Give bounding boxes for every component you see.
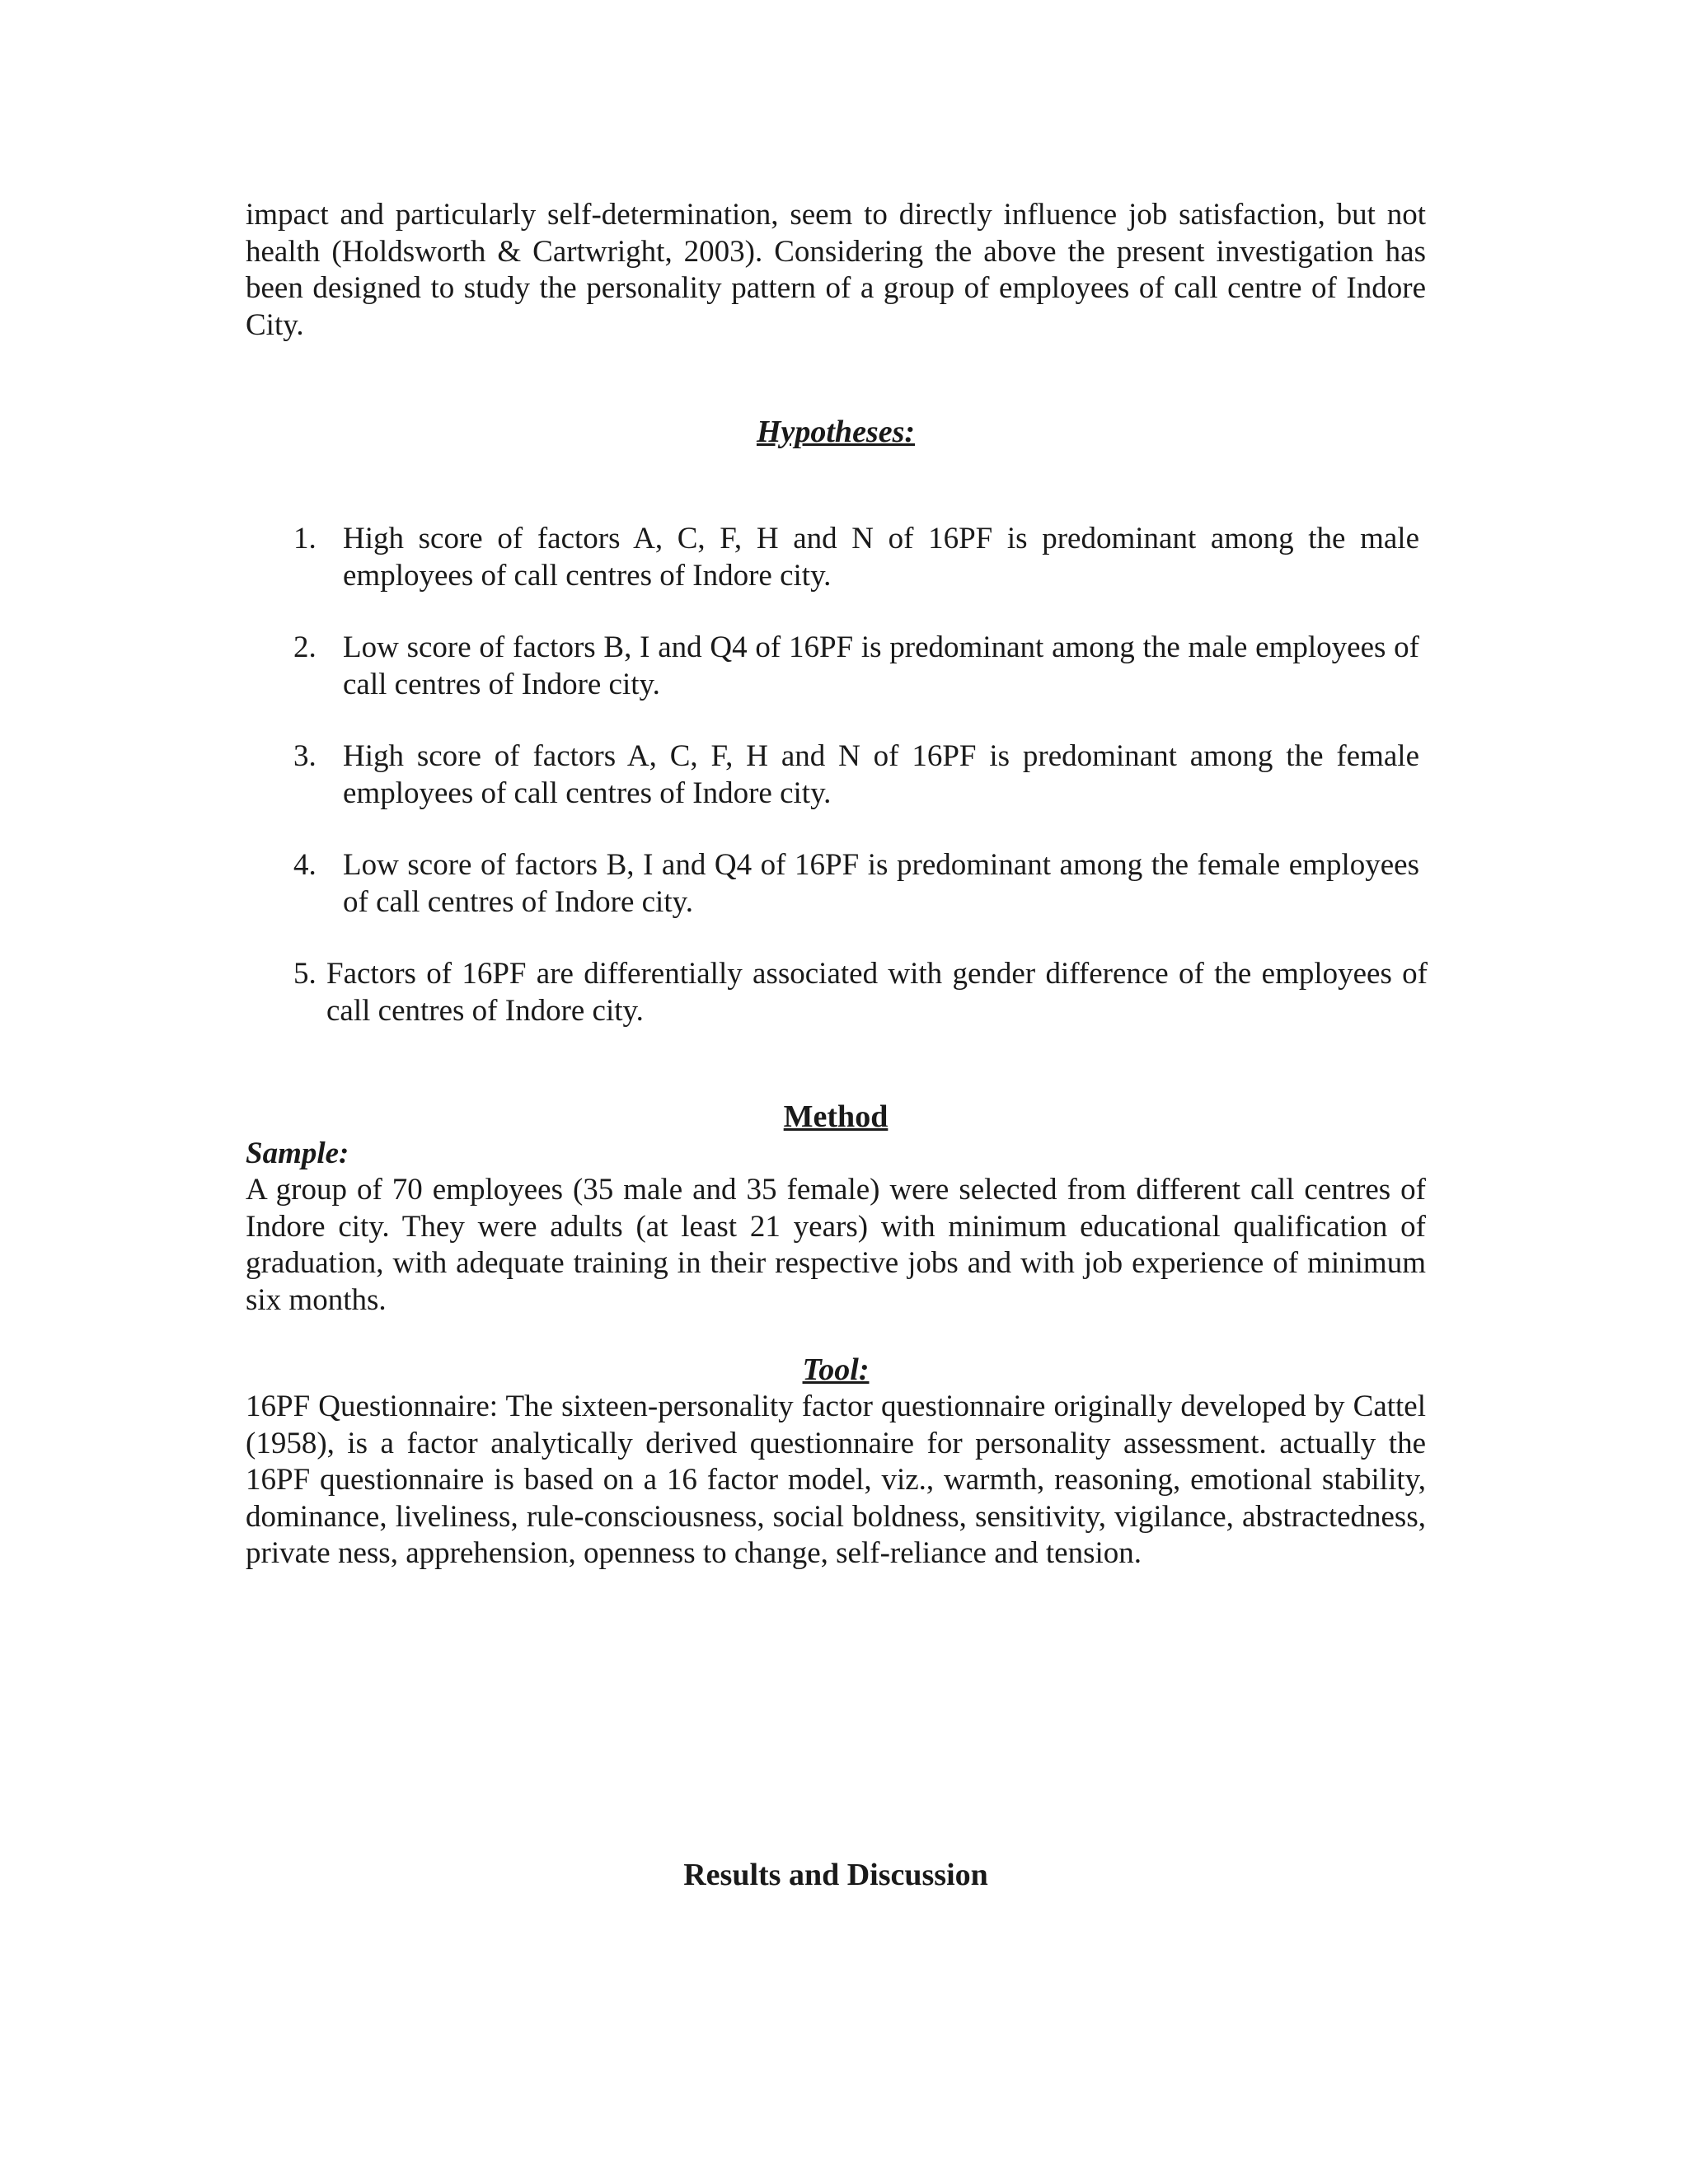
- tool-paragraph: 16PF Questionnaire: The sixteen-personality factor questionnaire originally developed by Cattel (1958), is a factor analytically derived questionnaire for personality assessment. actually the 16PF questionnaire is based on a 16 factor model, viz., warmth, reasoning, emotional stability, dominance, liveliness, rule-consciousness, social boldness, sensitivity, vigilance, abstractedness, private ness, apprehension, openness to change, self-reliance and tension.: [246, 1390, 1426, 1570]
- hypothesis-number: 4.: [293, 848, 316, 882]
- hypothesis-text: Low score of factors B, I and Q4 of 16PF is predominant among the female employees of call centres of Indore city.: [343, 848, 1419, 919]
- hypothesis-item-5: [293, 956, 1428, 1029]
- hypothesis-number: 1.: [293, 522, 316, 555]
- sample-heading: Sample:: [246, 1137, 349, 1170]
- sample-paragraph: A group of 70 employees (35 male and 35 female) were selected from different call centres of Indore city. They were adults (at least 21 years) with minimum educational qualification of graduation, with adequate training in their respective jobs and with job experience of minimum six months.: [246, 1173, 1426, 1317]
- hypothesis-item-3: [293, 738, 1419, 812]
- hypothesis-text: High score of factors A, C, F, H and N of 16PF is predominant among the female employees of call centres of Indore city.: [343, 739, 1419, 810]
- hypothesis-item-4: [293, 847, 1419, 921]
- hypothesis-text: High score of factors A, C, F, H and N of 16PF is predominant among the male employees of call centres of Indore city.: [343, 522, 1419, 593]
- intro-paragraph: impact and particularly self-determination, seem to directly influence job satisfaction, but not health (Holdsworth & Cartwright, 2003). Considering the above the present investigation has been designed to study the personality pattern of a group of employees of call centre of Indore City.: [246, 198, 1426, 342]
- hypothesis-number: 5.: [293, 957, 316, 991]
- hypotheses-heading: Hypotheses:: [756, 415, 916, 449]
- hypothesis-number: 3.: [293, 739, 316, 773]
- hypothesis-item-1: [293, 521, 1419, 594]
- hypothesis-item-2: [293, 630, 1419, 703]
- method-heading: Method: [783, 1099, 889, 1134]
- hypothesis-text: Factors of 16PF are differentially associated with gender difference of the employees of call centres of Indore city.: [326, 957, 1428, 1028]
- results-heading: Results and Discussion: [683, 1858, 988, 1892]
- tool-heading: Tool:: [802, 1352, 870, 1387]
- hypothesis-number: 2.: [293, 630, 316, 664]
- hypothesis-text: Low score of factors B, I and Q4 of 16PF is predominant among the male employees of call centres of Indore city.: [343, 630, 1419, 701]
